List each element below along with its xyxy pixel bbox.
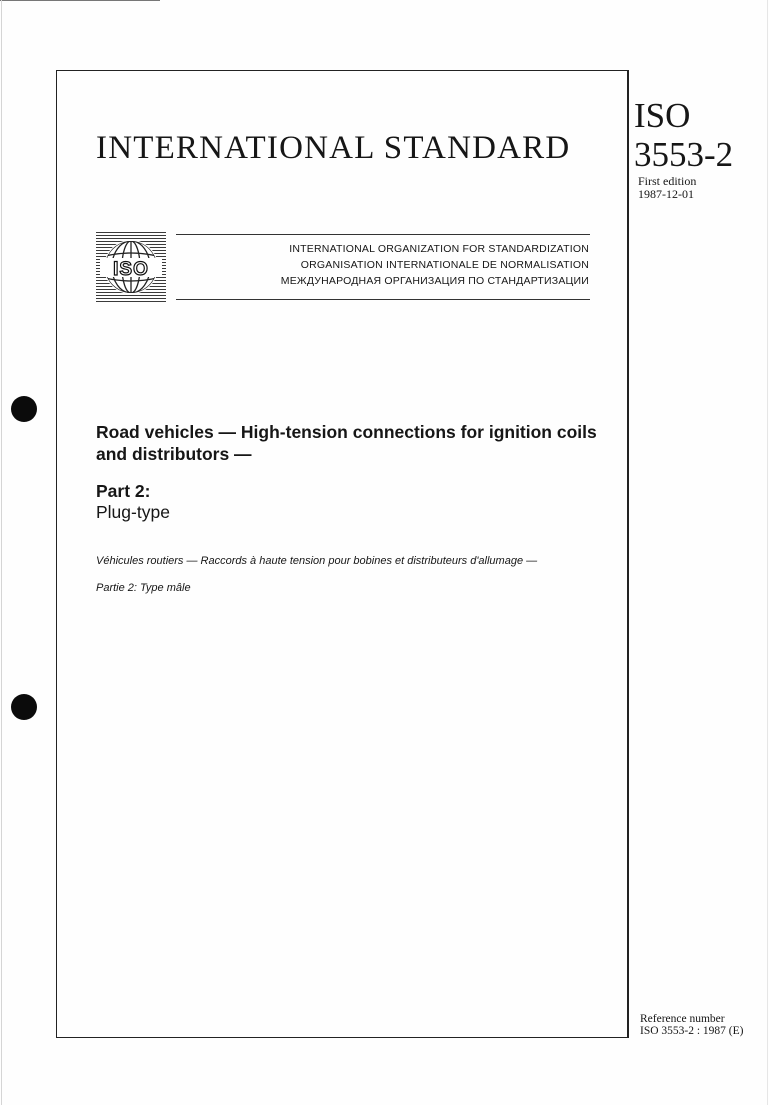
reference-number: ISO 3553-2 : 1987 (E) (640, 1025, 744, 1037)
org-name-russian: МЕЖДУНАРОДНАЯ ОРГАНИЗАЦИЯ ПО СТАНДАРТИЗАЦИИ (280, 275, 589, 287)
part-name: Plug-type (96, 502, 170, 522)
french-part-title: Partie 2: Type mâle (96, 582, 191, 594)
edition-date: 1987-12-01 (638, 187, 694, 201)
document-type-heading: INTERNATIONAL STANDARD (96, 130, 571, 166)
punch-hole (11, 396, 37, 422)
org-name-french: ORGANISATION INTERNATIONALE DE NORMALISATION (300, 259, 589, 271)
standard-number: 3553-2 (634, 135, 734, 174)
edition-label: First edition (638, 174, 697, 188)
page-edge (767, 0, 768, 1105)
iso-logo (96, 232, 166, 302)
org-bottom-rule (176, 299, 590, 300)
org-name-english: INTERNATIONAL ORGANIZATION FOR STANDARDIZATION (289, 243, 589, 255)
top-rule (0, 0, 160, 1)
french-title: Véhicules routiers — Raccords à haute tension pour bobines et distributeurs d'allumage — (96, 555, 538, 567)
part-label: Part 2: (96, 481, 151, 501)
iso-logo-text: ISO (113, 259, 149, 280)
punch-hole (11, 694, 37, 720)
cover-frame (56, 70, 628, 1038)
iso-label: ISO (634, 96, 691, 135)
binding-edge (1, 0, 2, 1105)
cover-frame-right-rule (627, 70, 629, 1038)
org-top-rule (176, 234, 590, 235)
reference-number-label: Reference number (640, 1013, 725, 1025)
document-title: Road vehicles — High-tension connections for ignition coils and distributors — (96, 422, 597, 464)
